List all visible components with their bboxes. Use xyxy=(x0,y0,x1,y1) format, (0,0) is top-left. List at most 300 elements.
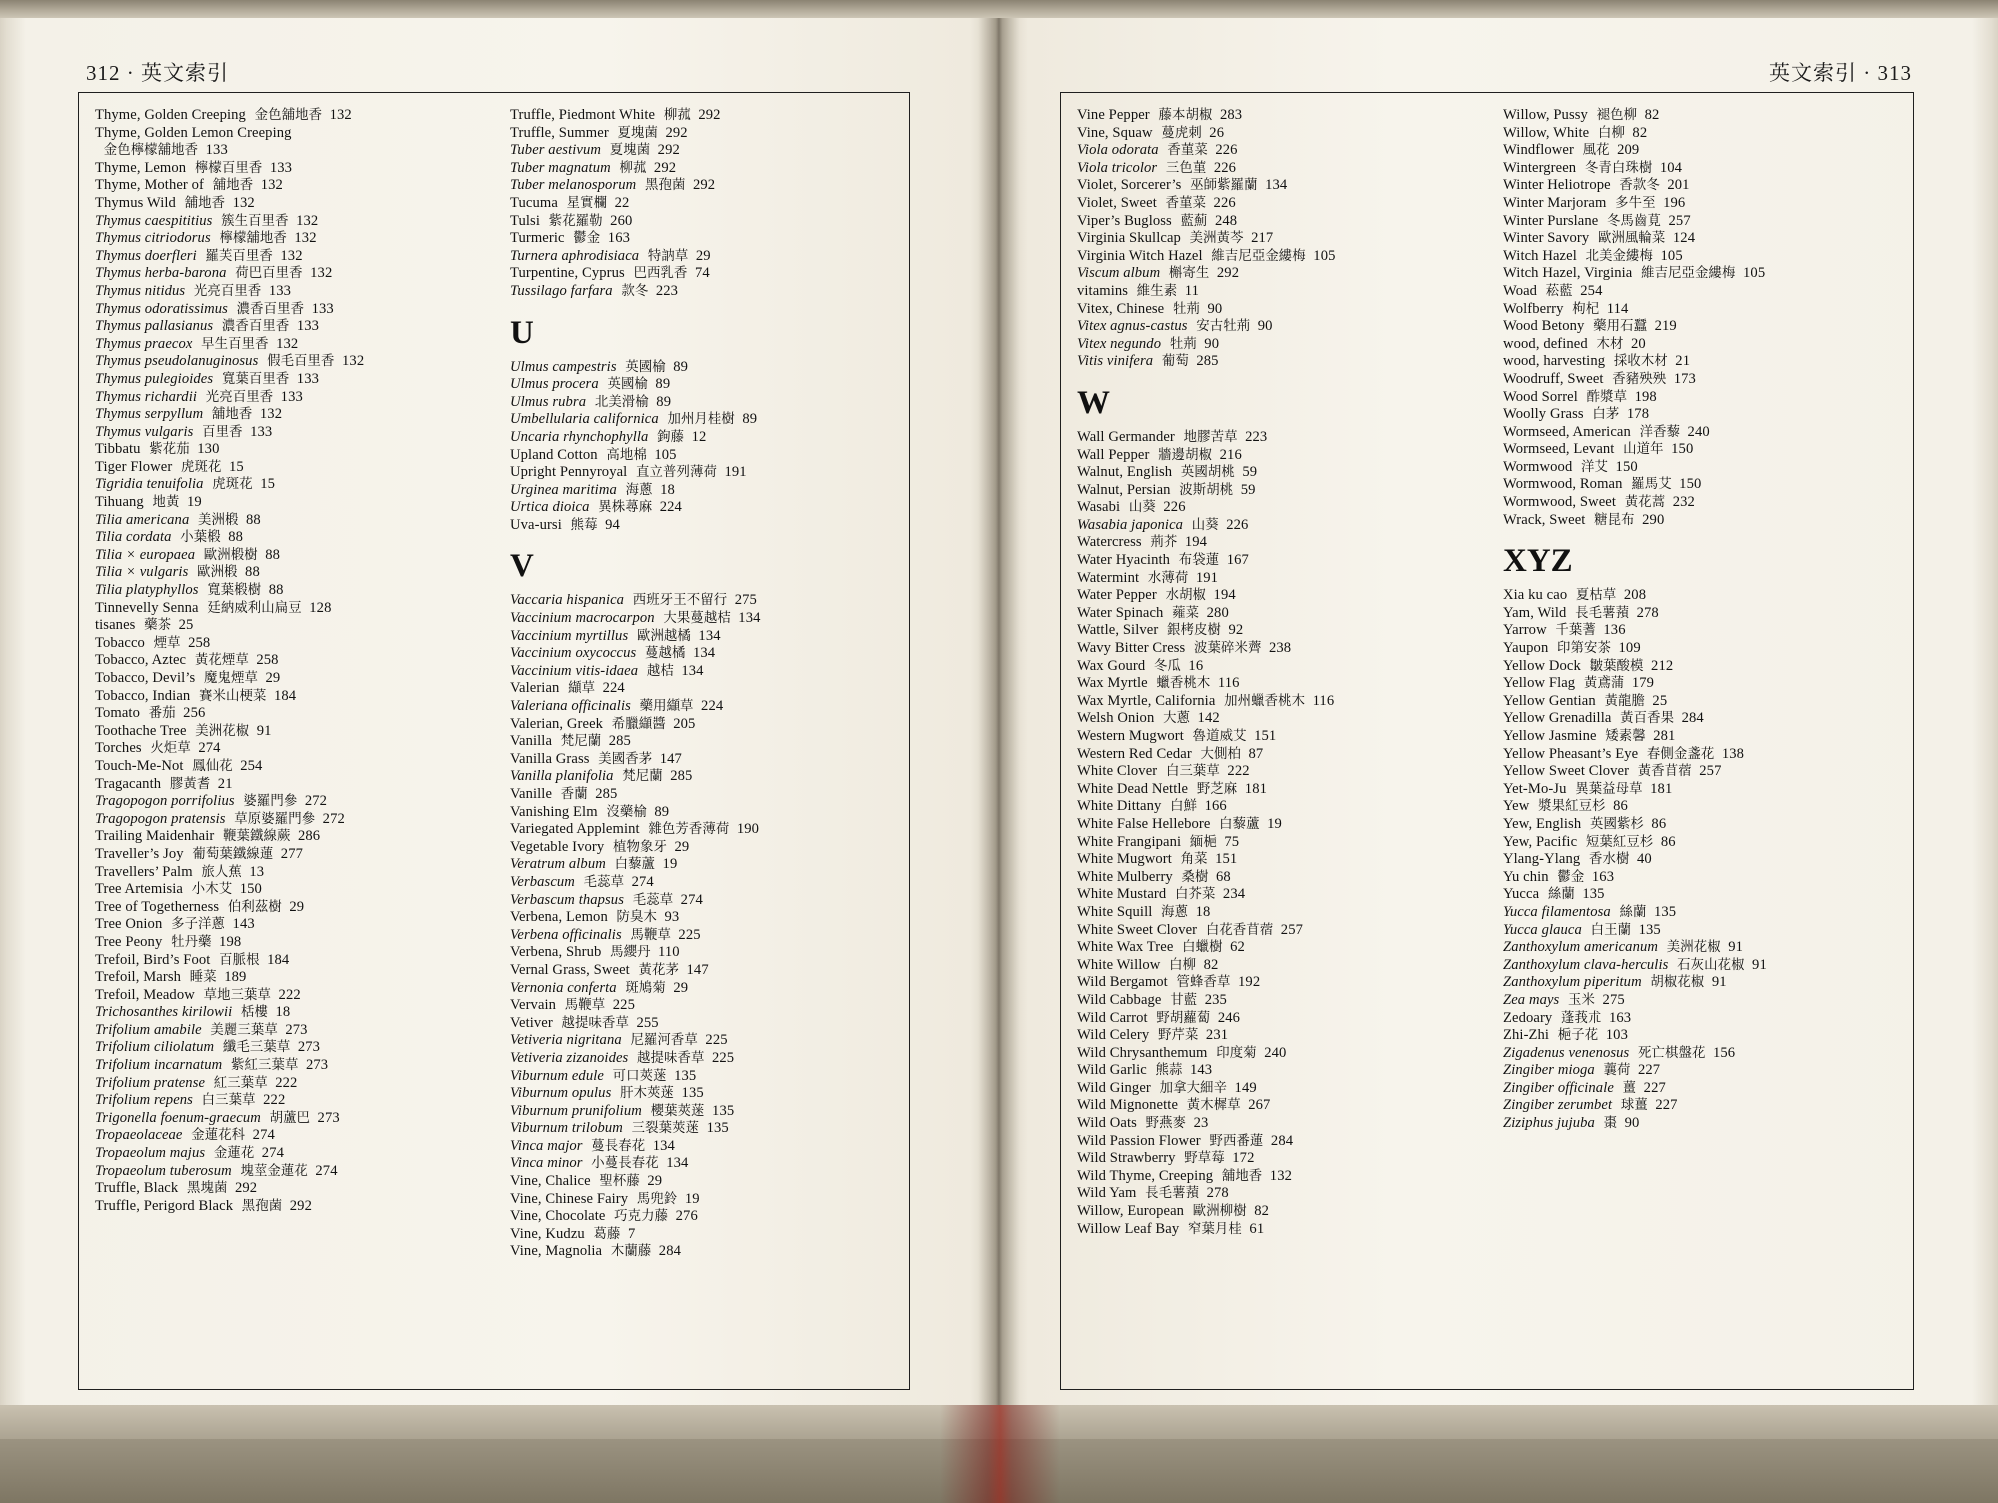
index-entry-term: Thymus doerfleri xyxy=(95,247,197,264)
index-entry-term: Thymus pallasianus xyxy=(95,318,214,335)
left-text-frame xyxy=(78,92,910,1390)
index-entry-term: Wormseed, Levant xyxy=(1503,441,1615,458)
index-entry-page: 151 xyxy=(1207,851,1238,868)
index-entry-page: 277 xyxy=(273,845,303,862)
index-entry-term: Tigridia tenuifolia xyxy=(95,476,204,493)
index-entry-page: 134 xyxy=(658,1155,689,1172)
index-entry-page: 223 xyxy=(648,282,679,299)
index-entry xyxy=(95,529,484,547)
index-entry-chinese: 越提味香草 xyxy=(552,1015,630,1031)
index-entry-chinese: 白藜蘆 xyxy=(1210,816,1260,832)
index-entry-term: Yew, English xyxy=(1503,815,1582,832)
index-entry-page: 89 xyxy=(665,358,689,375)
index-entry-chinese: 蔓越橘 xyxy=(636,646,686,662)
index-entry xyxy=(1077,447,1477,465)
index-entry-term: Truffle, Piedmont White xyxy=(510,107,656,123)
index-entry xyxy=(510,1120,899,1138)
index-entry-term: Zingiber mioga xyxy=(1503,1062,1595,1079)
index-entry-term: Wolfberry xyxy=(1503,300,1564,317)
index-entry xyxy=(95,213,484,231)
index-entry-term: Wild Cabbage xyxy=(1077,991,1162,1008)
index-entry-chinese: 白王蘭 xyxy=(1581,922,1632,938)
index-entry-chinese: 葛藤 xyxy=(584,1226,621,1242)
index-entry-page: 260 xyxy=(602,212,633,229)
index-entry xyxy=(95,652,484,670)
index-entry xyxy=(1503,781,1903,799)
index-entry xyxy=(1503,371,1903,389)
index-entry-term: Wattle, Silver xyxy=(1077,622,1159,639)
index-entry xyxy=(1077,957,1477,975)
index-entry xyxy=(1077,658,1477,676)
index-entry-chinese: 星實欄 xyxy=(557,195,608,211)
index-entry xyxy=(1077,1185,1477,1203)
index-entry-term: Trigonella foenum-graecum xyxy=(95,1109,261,1126)
index-entry xyxy=(95,107,484,125)
index-entry-chinese: 香水樹 xyxy=(1580,852,1630,868)
index-entry xyxy=(1503,512,1903,530)
index-entry-page: 184 xyxy=(259,951,290,968)
index-entry xyxy=(1077,265,1477,283)
index-entry xyxy=(510,283,899,301)
index-entry-term: Vegetable Ivory xyxy=(510,838,605,855)
index-entry xyxy=(95,969,484,987)
index-entry-page: 89 xyxy=(646,803,670,820)
index-entry-chinese: 黃龍膽 xyxy=(1595,693,1645,709)
left-column-1 xyxy=(79,93,494,1389)
index-entry-chinese: 虎斑花 xyxy=(172,459,222,475)
index-entry xyxy=(95,1004,484,1022)
index-entry xyxy=(510,997,899,1015)
index-entry-chinese: 煙草 xyxy=(144,635,181,651)
index-entry-page: 222 xyxy=(267,1074,298,1091)
index-entry-page: 281 xyxy=(1645,728,1676,744)
index-entry-chinese: 石灰山花椒 xyxy=(1668,957,1745,973)
index-entry xyxy=(1503,406,1903,424)
index-entry xyxy=(1503,922,1903,940)
index-entry-term: Tropaeolaceae xyxy=(95,1127,183,1144)
index-entry xyxy=(510,482,899,500)
index-entry-page: 156 xyxy=(1705,1044,1736,1061)
index-entry xyxy=(510,610,899,628)
index-entry-term: Tilia americana xyxy=(95,511,190,528)
index-entry-page: 150 xyxy=(1671,476,1702,493)
index-entry-term: Yarrow xyxy=(1503,622,1547,639)
book-spine xyxy=(940,1405,1060,1503)
index-entry-term: Tragopogon pratensis xyxy=(95,810,226,827)
index-entry xyxy=(1077,869,1477,887)
index-entry-page: 150 xyxy=(232,881,262,898)
index-entry xyxy=(1077,534,1477,552)
index-entry-chinese: 白藜蘆 xyxy=(605,857,656,873)
index-entry xyxy=(1077,499,1477,517)
index-entry-page: 132 xyxy=(252,406,283,423)
index-entry-term: Trefoil, Marsh xyxy=(95,969,181,986)
index-entry-term: Upright Pennyroyal xyxy=(510,464,628,481)
index-entry-page: 283 xyxy=(1212,107,1243,123)
index-entry-chinese: 黃花茅 xyxy=(629,962,680,978)
index-entry-chinese: 水薄荷 xyxy=(1139,570,1189,586)
index-entry xyxy=(1077,587,1477,605)
index-entry-page: 86 xyxy=(1653,833,1676,850)
index-entry-page: 133 xyxy=(261,282,292,299)
index-entry xyxy=(95,670,484,688)
index-entry-chinese: 可口莢蒾 xyxy=(603,1068,667,1084)
index-entry-page: 133 xyxy=(262,159,293,176)
index-entry-page: 110 xyxy=(650,944,680,961)
index-entry xyxy=(1503,798,1903,816)
index-entry-chinese: 夏塊菌 xyxy=(608,125,658,141)
index-entry-page: 134 xyxy=(1257,177,1288,194)
index-entry-term: Urginea maritima xyxy=(510,481,617,498)
index-entry-chinese: 冬瓜 xyxy=(1145,658,1181,674)
index-entry-page: 135 xyxy=(699,1120,729,1137)
index-entry-term: Thymus Wild xyxy=(95,194,176,211)
index-entry-term: tisanes xyxy=(95,617,136,634)
index-entry-term: Thymus herba-barona xyxy=(95,265,227,282)
index-entry-chinese: 三裂葉莢蒾 xyxy=(622,1121,700,1137)
index-entry-page: 248 xyxy=(1207,212,1238,229)
index-entry-term: Thymus odoratissimus xyxy=(95,300,228,317)
index-entry-page: 90 xyxy=(1250,318,1273,335)
index-entry-chinese: 北美滑榆 xyxy=(586,394,649,410)
index-entry-page: 224 xyxy=(595,680,625,697)
index-entry-chinese: 藍薊 xyxy=(1171,213,1208,229)
index-entry-term: Vitex negundo xyxy=(1077,335,1162,352)
index-entry-chinese: 蔓長春花 xyxy=(582,1138,646,1154)
index-entry-page: 29 xyxy=(688,247,711,264)
index-entry-chinese: 柳菰 xyxy=(610,160,647,176)
index-entry-chinese: 蓬莪朮 xyxy=(1552,1010,1602,1026)
index-entry xyxy=(510,1068,899,1086)
index-entry xyxy=(95,1145,484,1163)
index-entry-term: Trefoil, Meadow xyxy=(95,986,195,1003)
index-entry-page: 258 xyxy=(248,652,279,669)
index-entry-chinese: 鞭葉鐵線蕨 xyxy=(214,829,291,845)
index-entry-chinese: 波葉碎米薺 xyxy=(1185,641,1262,657)
index-entry-page: 133 xyxy=(198,142,228,159)
index-entry-chinese: 火炬草 xyxy=(141,741,191,757)
index-entry-page: 68 xyxy=(1208,868,1231,885)
index-entry-term: Verbascum thapsus xyxy=(510,891,624,908)
index-entry xyxy=(1077,1168,1477,1186)
index-entry xyxy=(510,1138,899,1156)
index-entry-chinese: 香菫菜 xyxy=(1156,195,1207,211)
index-entry-term: Vaccinium myrtillus xyxy=(510,627,629,644)
index-entry-chinese: 虎斑花 xyxy=(203,477,253,493)
index-entry-chinese: 雜色芳香薄荷 xyxy=(639,822,730,838)
index-entry-term: Wax Gourd xyxy=(1077,657,1146,674)
index-entry xyxy=(510,856,899,874)
index-entry xyxy=(1503,957,1903,975)
index-entry-chinese: 褪色柳 xyxy=(1587,108,1638,123)
index-entry-page: 90 xyxy=(1196,335,1220,352)
index-entry-page: 227 xyxy=(1630,1062,1661,1079)
index-entry-term: Viburnum opulus xyxy=(510,1085,612,1102)
index-entry-term: vitamins xyxy=(1077,282,1129,299)
index-entry-page: 19 xyxy=(655,856,678,873)
index-entry-chinese: 馬纓丹 xyxy=(601,945,651,961)
index-entry-term: Woodruff, Sweet xyxy=(1503,370,1604,387)
index-entry-term: Valerian xyxy=(510,680,560,697)
index-entry-term: Vernonia conferta xyxy=(510,979,617,996)
index-entry xyxy=(1503,248,1903,266)
index-entry-term: Veratrum album xyxy=(510,856,606,873)
index-entry-page: 132 xyxy=(288,212,319,229)
index-entry xyxy=(510,213,899,231)
index-entry xyxy=(1077,1097,1477,1115)
index-entry xyxy=(1077,195,1477,213)
index-entry-chinese: 香菫菜 xyxy=(1158,143,1208,159)
index-entry-term: Willow Leaf Bay xyxy=(1077,1220,1180,1237)
index-entry xyxy=(510,1191,899,1209)
index-entry xyxy=(1503,230,1903,248)
index-entry-term: Violet, Sorcerer’s xyxy=(1077,177,1182,194)
index-entry-chinese: 葡萄 xyxy=(1153,354,1189,370)
index-entry-page: 216 xyxy=(1212,446,1242,463)
index-entry-term: Wild Chrysanthemum xyxy=(1077,1044,1208,1061)
index-entry-term: Thyme, Mother of xyxy=(95,177,205,194)
index-entry-chinese: 西班牙王不留行 xyxy=(624,593,728,609)
index-entry-chinese: 肝木莢蒾 xyxy=(611,1086,675,1102)
right-column-1 xyxy=(1061,93,1487,1389)
index-entry-chinese: 春側金盞花 xyxy=(1638,746,1715,762)
index-entry-page: 26 xyxy=(1201,124,1225,141)
index-entry-chinese: 桑樹 xyxy=(1172,869,1209,885)
index-entry-chinese: 黃香苜蓿 xyxy=(1629,764,1692,780)
index-entry xyxy=(95,1057,484,1075)
index-entry-term: Yu chin xyxy=(1503,868,1549,885)
index-entry-page: 109 xyxy=(1611,640,1641,657)
index-entry-chinese: 美洲椴 xyxy=(189,512,239,528)
index-entry xyxy=(510,962,899,980)
index-entry-page: 257 xyxy=(1661,212,1691,229)
index-entry-chinese: 美洲花椒 xyxy=(1658,940,1721,956)
index-entry-page: 135 xyxy=(1631,921,1661,938)
index-entry-page: 132 xyxy=(225,194,255,211)
index-entry xyxy=(95,353,484,371)
index-entry-page: 134 xyxy=(685,645,716,662)
index-entry-page: 116 xyxy=(1210,675,1240,692)
index-entry-term: Urtica dioica xyxy=(510,499,590,516)
index-entry-page: 273 xyxy=(277,1021,308,1038)
index-entry xyxy=(1503,195,1903,213)
index-entry xyxy=(1077,177,1477,195)
index-entry-term: Winter Marjoram xyxy=(1503,194,1607,211)
index-entry-term: Willow, European xyxy=(1077,1203,1185,1220)
index-entry xyxy=(510,1155,899,1173)
index-entry-term: Vanilla planifolia xyxy=(510,768,614,785)
left-page-header: 312 · 英文索引 xyxy=(86,61,229,85)
index-entry-page: 103 xyxy=(1598,1027,1628,1044)
index-entry-chinese: 水胡椒 xyxy=(1156,588,1207,604)
index-entry-term: Yellow Gentian xyxy=(1503,692,1596,709)
index-entry-term: Vanilla xyxy=(510,733,553,750)
index-entry-chinese: 野胡蘿蔔 xyxy=(1147,1010,1211,1026)
index-entry xyxy=(1077,353,1477,371)
index-entry-chinese: 纈草 xyxy=(559,681,596,697)
index-entry-page: 128 xyxy=(301,599,332,616)
index-entry-chinese: 小葉椴 xyxy=(171,530,221,546)
index-entry-page: 275 xyxy=(727,592,757,609)
index-entry xyxy=(95,916,484,934)
index-entry-term: Water Hyacinth xyxy=(1077,552,1171,569)
index-entry-page: 74 xyxy=(687,265,710,282)
index-entry-term: Verbena officinalis xyxy=(510,926,622,943)
index-entry xyxy=(1077,318,1477,336)
index-entry-chinese: 紫紅三葉草 xyxy=(222,1058,299,1074)
index-entry-page: 225 xyxy=(670,926,701,943)
index-entry-page: 143 xyxy=(1182,1062,1213,1079)
index-entry-chinese: 藤本胡椒 xyxy=(1149,108,1213,123)
index-entry xyxy=(95,1110,484,1128)
index-entry-chinese: 美洲黃芩 xyxy=(1180,231,1244,247)
index-entry-term: Wax Myrtle, California xyxy=(1077,692,1216,709)
index-entry xyxy=(95,406,484,424)
index-entry-chinese: 歐洲椴樹 xyxy=(195,547,258,563)
index-entry-page: 147 xyxy=(652,750,682,767)
index-entry-page: 292 xyxy=(227,1180,258,1197)
index-entry-page: 134 xyxy=(730,610,761,627)
index-entry-term: Viola tricolor xyxy=(1077,159,1158,176)
index-entry xyxy=(1077,1115,1477,1133)
index-entry-term: Vaccinium oxycoccus xyxy=(510,645,637,662)
index-entry-term: Trifolium repens xyxy=(95,1092,193,1109)
index-entry-term: Thymus caespititius xyxy=(95,212,213,229)
index-entry-term: Zingiber zerumbet xyxy=(1503,1097,1613,1114)
index-entry-chinese: 加州蠟香桃木 xyxy=(1215,693,1306,709)
index-entry-term: Wormseed, American xyxy=(1503,423,1631,440)
index-entry-chinese: 巴西乳香 xyxy=(624,266,688,282)
index-entry-term: Tree of Togetherness xyxy=(95,898,220,915)
index-entry-term: Yellow Sweet Clover xyxy=(1503,763,1630,780)
index-entry-chinese: 特訥草 xyxy=(639,248,689,264)
index-entry xyxy=(95,705,484,723)
index-entry xyxy=(510,359,899,377)
index-entry-page: 105 xyxy=(1735,265,1766,282)
index-entry-term: Vine Pepper xyxy=(1077,107,1150,123)
index-entry xyxy=(95,1092,484,1110)
index-entry-term: Vinca major xyxy=(510,1137,583,1154)
index-entry-page: 134 xyxy=(690,627,721,644)
index-entry-term: Tuber magnatum xyxy=(510,159,611,176)
index-entry-chinese: 香豬殃殃 xyxy=(1603,371,1667,387)
index-entry-page: 285 xyxy=(587,786,618,802)
index-entry xyxy=(95,899,484,917)
index-entry-term: Woolly Grass xyxy=(1503,406,1584,423)
index-entry-chinese: 矮素馨 xyxy=(1596,729,1646,744)
index-entry xyxy=(95,424,484,442)
index-entry xyxy=(1077,301,1477,319)
index-entry-page: 274 xyxy=(254,1145,284,1162)
index-entry-chinese: 白三葉草 xyxy=(1157,764,1220,780)
index-entry-chinese: 金蓮花 xyxy=(205,1146,255,1162)
index-entry-term: Vitex agnus-castus xyxy=(1077,318,1188,335)
index-entry-term: Touch-Me-Not xyxy=(95,757,184,774)
index-entry-page: 130 xyxy=(189,441,220,458)
index-entry-term: Virginia Witch Hazel xyxy=(1077,247,1203,264)
index-entry-chinese: 植物象牙 xyxy=(604,839,667,855)
index-entry-term: Vanishing Elm xyxy=(510,803,598,820)
index-entry xyxy=(1077,1062,1477,1080)
index-entry-term: Wasabia japonica xyxy=(1077,516,1184,533)
index-entry-term: Torches xyxy=(95,740,142,757)
index-entry-chinese: 英國紫杉 xyxy=(1581,816,1644,832)
index-entry-page: 90 xyxy=(1617,1115,1640,1132)
page-edge-top xyxy=(0,0,1998,18)
index-entry-term: Tuber melanosporum xyxy=(510,177,637,194)
index-entry-page: 274 xyxy=(245,1127,275,1144)
index-entry-chinese: 白三葉草 xyxy=(192,1093,256,1109)
index-entry-term: Vaccinium vitis-idaea xyxy=(510,662,639,679)
index-entry xyxy=(1503,213,1903,231)
index-entry-page: 135 xyxy=(674,1085,704,1102)
index-entry-term: Zigadenus venenosus xyxy=(1503,1044,1630,1061)
index-entry xyxy=(510,499,899,517)
index-entry-chinese: 酢漿草 xyxy=(1577,389,1628,405)
index-entry xyxy=(510,927,899,945)
index-entry-term: Walnut, English xyxy=(1077,464,1173,481)
index-entry xyxy=(95,441,484,459)
index-entry-term: Uva-ursi xyxy=(510,516,562,533)
index-entry-chinese: 黑塊菌 xyxy=(178,1181,228,1197)
index-entry-term: Yellow Jasmine xyxy=(1503,728,1597,744)
index-entry-term: Thyme, Golden Lemon Creeping xyxy=(95,124,292,141)
index-entry-page: 138 xyxy=(1714,745,1745,762)
index-entry-page: 184 xyxy=(266,687,297,704)
index-entry xyxy=(1077,552,1477,570)
index-entry-chinese: 濃香百里香 xyxy=(213,319,290,335)
index-entry-term: Tobacco xyxy=(95,634,145,651)
index-entry-term: Zanthoxylum clava-herculis xyxy=(1503,956,1669,973)
index-entry-term: Wild Bergamot xyxy=(1077,974,1168,991)
index-entry xyxy=(510,716,899,734)
index-entry-page: 90 xyxy=(1199,300,1223,317)
index-entry-term: Thymus citriodorus xyxy=(95,230,211,247)
index-entry-term: White Sweet Clover xyxy=(1077,921,1198,938)
index-entry xyxy=(1077,248,1477,266)
index-entry-page: 208 xyxy=(1616,587,1647,604)
index-entry xyxy=(510,944,899,962)
index-entry-page: 209 xyxy=(1609,142,1640,159)
index-entry-page: 25 xyxy=(1644,692,1668,709)
index-entry xyxy=(95,1075,484,1093)
index-entry xyxy=(95,881,484,899)
index-entry-chinese: 蕹菜 xyxy=(1163,605,1200,621)
index-entry xyxy=(1503,283,1903,301)
index-entry-term: Virginia Skullcap xyxy=(1077,230,1181,247)
index-entry-page: 104 xyxy=(1652,159,1683,176)
index-entry-chinese: 風花 xyxy=(1573,143,1610,159)
index-entry-term: Wall Pepper xyxy=(1077,446,1150,463)
index-entry-chinese: 槲寄生 xyxy=(1160,266,1210,282)
index-entry-term: Vaccaria hispanica xyxy=(510,592,625,609)
index-entry xyxy=(1077,763,1477,781)
index-entry-chinese: 光亮百里香 xyxy=(185,283,262,299)
index-entry xyxy=(95,987,484,1005)
index-entry-chinese: 小木艾 xyxy=(183,882,233,898)
index-entry-term: Thymus praecox xyxy=(95,335,193,352)
index-entry-chinese: 舖地香 xyxy=(175,195,226,211)
index-entry-page: 166 xyxy=(1197,798,1227,815)
index-entry-page: 219 xyxy=(1647,318,1677,335)
index-entry-term: Watercress xyxy=(1077,534,1142,551)
index-entry-chinese: 舖地香 xyxy=(203,407,253,423)
index-entry-page: 273 xyxy=(298,1057,329,1074)
index-entry xyxy=(95,617,484,635)
index-entry-term: Wormwood, Sweet xyxy=(1503,494,1617,511)
index-entry xyxy=(95,336,484,354)
index-entry-page: 285 xyxy=(1188,353,1219,370)
